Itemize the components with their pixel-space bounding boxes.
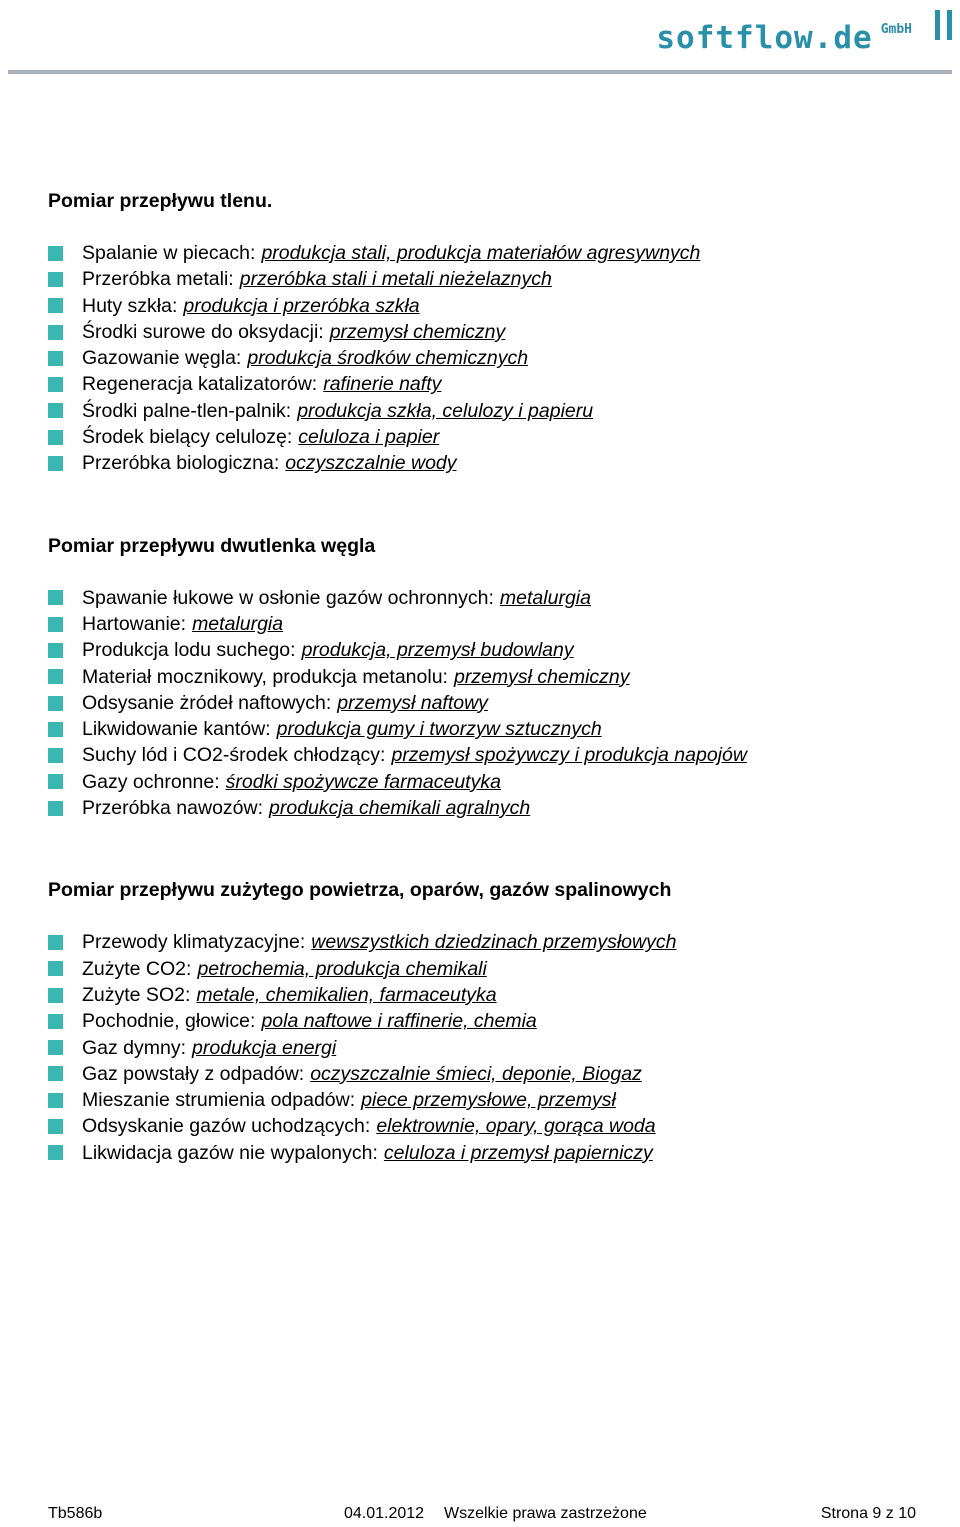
item-industry-link[interactable]: przemysł chemiczny — [453, 665, 630, 688]
item-industry-link[interactable]: produkcja środków chemicznych — [247, 347, 529, 370]
item-label: Gazowanie węgla: — [82, 347, 242, 370]
square-bullet-icon — [48, 246, 63, 261]
item-label: Przewody klimatyzacyjne: — [82, 931, 306, 954]
list-item — [48, 690, 928, 716]
item-industry-link[interactable]: wewszystkich dziedzinach przemysłowych — [311, 931, 677, 954]
square-bullet-icon — [48, 456, 63, 471]
item-label: Likwidacja gazów nie wypalonych: — [82, 1141, 378, 1164]
item-label: Likwidowanie kantów: — [82, 718, 271, 741]
logo-bars-icon — [928, 10, 952, 40]
item-label: Odsysanie żródeł naftowych: — [82, 691, 332, 714]
list-item — [48, 1113, 928, 1139]
square-bullet-icon — [48, 590, 63, 605]
logo-wordmark: softflow.de — [656, 20, 873, 56]
header-divider — [8, 70, 952, 74]
item-label: Regeneracja katalizatorów: — [82, 373, 318, 396]
item-label: Przeróbka biologiczna: — [82, 452, 280, 475]
list-item — [48, 1008, 928, 1034]
list-item — [48, 1035, 928, 1061]
list-item — [48, 450, 928, 476]
item-industry-link[interactable]: produkcja, przemysł budowlany — [301, 639, 574, 662]
square-bullet-icon — [48, 748, 63, 763]
list-item — [48, 637, 928, 663]
item-label: Odsyskanie gazów uchodzących: — [82, 1115, 371, 1138]
square-bullet-icon — [48, 643, 63, 658]
page-footer — [48, 1505, 916, 1525]
list-item — [48, 293, 928, 319]
item-industry-link[interactable]: oczyszczalnie śmieci, deponie, Biogaz — [310, 1062, 642, 1085]
item-industry-link[interactable]: przemysł naftowy — [337, 691, 488, 714]
square-bullet-icon — [48, 722, 63, 737]
item-label: Spalanie w piecach: — [82, 242, 256, 264]
logo-suffix: GmbH — [880, 22, 912, 37]
item-label: Zużyte CO2: — [82, 957, 192, 980]
square-bullet-icon — [48, 988, 63, 1003]
copyright-notice: Wszelkie prawa zastrzeżone — [444, 1505, 647, 1522]
item-label: Spawanie łukowe w osłonie gazów ochronnych: — [82, 586, 494, 609]
item-label: Suchy lód i CO2-środek chłodzący: — [82, 744, 386, 767]
square-bullet-icon — [48, 1014, 63, 1029]
item-label: Mieszanie strumienia odpadów: — [82, 1089, 356, 1112]
item-industry-link[interactable]: produkcja stali, produkcja materiałów agresywnych — [261, 242, 701, 264]
square-bullet-icon — [48, 696, 63, 711]
section-exhaust — [48, 875, 928, 1166]
list-item — [48, 769, 928, 795]
square-bullet-icon — [48, 1093, 63, 1108]
square-bullet-icon — [48, 325, 63, 340]
item-industry-link[interactable]: produkcja gumy i tworzyw sztucznych — [276, 718, 602, 741]
square-bullet-icon — [48, 298, 63, 313]
item-label: Materiał mocznikowy, produkcja metanolu: — [82, 665, 448, 688]
list-item — [48, 319, 928, 345]
list-item — [48, 716, 928, 742]
list-item — [48, 982, 928, 1008]
item-industry-link[interactable]: przemysł chemiczny — [329, 320, 506, 343]
item-industry-link[interactable]: produkcja energi — [192, 1036, 337, 1059]
item-label: Hartowanie: — [82, 612, 187, 635]
company-logo — [656, 6, 952, 56]
list-item — [48, 398, 928, 424]
square-bullet-icon — [48, 961, 63, 976]
page-number: Strona 9 z 10 — [820, 1505, 916, 1522]
item-label: Produkcja lodu suchego: — [82, 639, 296, 662]
item-industry-link[interactable]: pola naftowe i raffinerie, chemia — [261, 1010, 537, 1033]
item-industry-link[interactable]: środki spożywcze farmaceutyka — [225, 770, 501, 793]
section-oxygen — [48, 186, 928, 477]
square-bullet-icon — [48, 1119, 63, 1134]
application-list — [48, 585, 928, 822]
square-bullet-icon — [48, 403, 63, 418]
item-industry-link[interactable]: oczyszczalnie wody — [285, 452, 457, 475]
list-item — [48, 1140, 928, 1166]
item-industry-link[interactable]: petrochemia, produkcja chemikali — [197, 957, 487, 980]
item-label: Gaz powstały z odpadów: — [82, 1062, 305, 1085]
list-item — [48, 1061, 928, 1087]
square-bullet-icon — [48, 351, 63, 366]
document-code: Tb586b — [48, 1505, 103, 1522]
item-label: Środek bielący celulozę: — [82, 426, 293, 449]
list-item — [48, 956, 928, 982]
section-title: Pomiar przepływu zużytego powietrza, oparów, gazów spalinowych — [48, 879, 672, 902]
page-header — [0, 0, 960, 80]
square-bullet-icon — [48, 801, 63, 816]
item-industry-link[interactable]: piece przemysłowe, przemysł — [361, 1089, 616, 1112]
document-body — [48, 186, 928, 1220]
list-item — [48, 929, 928, 955]
item-industry-link[interactable]: celuloza i przemysł papierniczy — [383, 1141, 653, 1164]
list-item — [48, 266, 928, 292]
item-label: Przeróbka metali: — [82, 268, 234, 291]
square-bullet-icon — [48, 669, 63, 684]
item-industry-link[interactable]: metale, chemikalien, farmaceutyka — [196, 983, 497, 1006]
item-industry-link[interactable]: rafinerie nafty — [323, 373, 442, 396]
item-label: Huty szkła: — [82, 294, 178, 317]
square-bullet-icon — [48, 935, 63, 950]
section-co2 — [48, 531, 928, 822]
item-industry-link[interactable]: metalurgia — [499, 586, 591, 609]
list-item — [48, 1087, 928, 1113]
list-item — [48, 611, 928, 637]
section-title: Pomiar przepływu tlenu. — [48, 190, 273, 212]
application-list — [48, 240, 928, 477]
item-label: Środki surowe do oksydacji: — [82, 320, 324, 343]
list-item — [48, 240, 928, 266]
item-industry-link[interactable]: elektrownie, opary, gorąca woda — [376, 1115, 656, 1138]
square-bullet-icon — [48, 617, 63, 632]
square-bullet-icon — [48, 774, 63, 789]
item-industry-link[interactable]: przemysł spożywczy i produkcja napojów — [391, 744, 747, 767]
list-item — [48, 371, 928, 397]
item-industry-link[interactable]: przeróbka stali i metali nieżelaznych — [239, 268, 552, 291]
square-bullet-icon — [48, 1066, 63, 1081]
item-industry-link[interactable]: celuloza i papier — [298, 426, 440, 449]
square-bullet-icon — [48, 272, 63, 287]
item-label: Gazy ochronne: — [82, 770, 220, 793]
document-date: 04.01.2012 — [344, 1505, 425, 1522]
item-label: Pochodnie, głowice: — [82, 1010, 256, 1033]
item-industry-link[interactable]: produkcja szkła, celulozy i papieru — [297, 399, 594, 422]
item-industry-link[interactable]: produkcja i przeróbka szkła — [183, 294, 420, 317]
square-bullet-icon — [48, 430, 63, 445]
item-label: Gaz dymny: — [82, 1036, 187, 1059]
square-bullet-icon — [48, 1040, 63, 1055]
list-item — [48, 345, 928, 371]
item-industry-link[interactable]: produkcja chemikali agralnych — [269, 797, 531, 820]
list-item — [48, 664, 928, 690]
list-item — [48, 424, 928, 450]
list-item — [48, 795, 928, 821]
list-item — [48, 742, 928, 768]
square-bullet-icon — [48, 1145, 63, 1160]
item-label: Przeróbka nawozów: — [82, 797, 264, 820]
section-title: Pomiar przepływu dwutlenka węgla — [48, 534, 376, 557]
list-item — [48, 585, 928, 611]
item-industry-link[interactable]: metalurgia — [192, 612, 284, 635]
item-label: Środki palne-tlen-palnik: — [82, 399, 292, 422]
item-label: Zużyte SO2: — [82, 983, 191, 1006]
application-list — [48, 929, 928, 1166]
square-bullet-icon — [48, 377, 63, 392]
